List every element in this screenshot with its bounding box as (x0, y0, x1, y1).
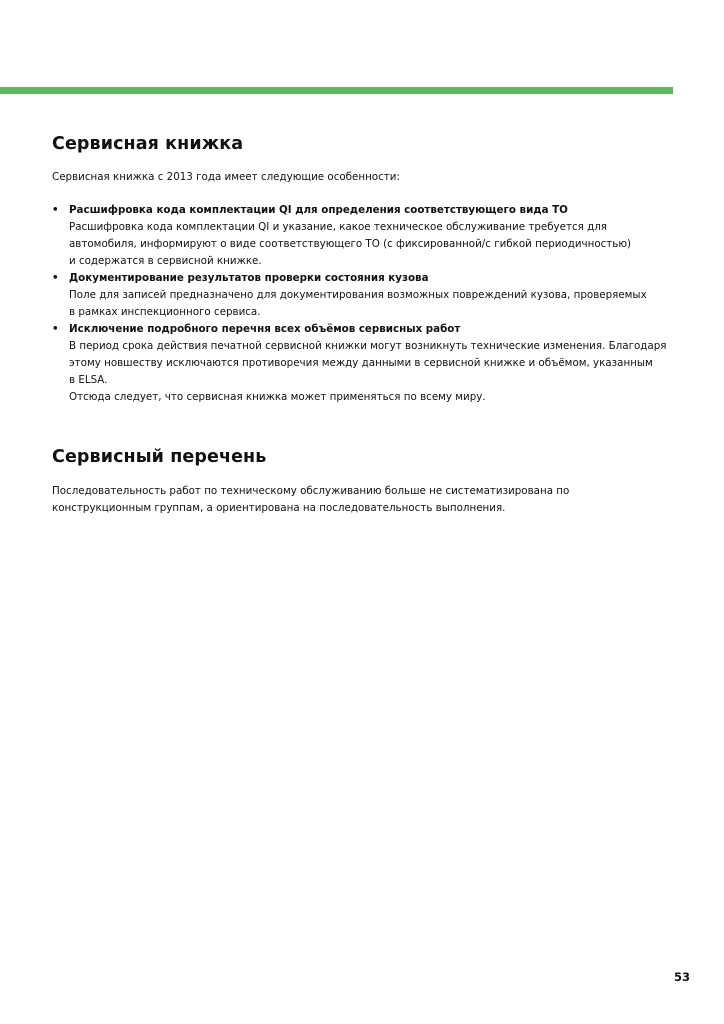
bullet-marker: • (52, 204, 59, 216)
list-item (52, 321, 667, 406)
bullet-marker: • (52, 272, 59, 284)
features-list (52, 202, 667, 406)
bullet-text-line: Расшифровка кода комплектации QI и указание, какое техническое обслуживание требуется для (69, 221, 607, 233)
service-list-line: конструкционным группам, а ориентирована на последовательность выполнения. (52, 502, 506, 514)
bullet-title: Исключение подробного перечня всех объёмов сервисных работ (69, 323, 461, 335)
bullet-title: Документирование результатов проверки состояния кузова (69, 272, 429, 284)
bullet-text-line: в ELSA. (69, 374, 108, 386)
section-heading-service-book: Сервисная книжка (52, 134, 244, 154)
bullet-text-line: в рамках инспекционного сервиса. (69, 306, 261, 318)
service-book-intro: Сервисная книжка с 2013 года имеет следующие особенности: (52, 171, 400, 183)
service-list-line: Последовательность работ по техническому обслуживанию больше не систематизирована по (52, 485, 570, 497)
bullet-text-line: и содержатся в сервисной книжке. (69, 255, 262, 267)
bullet-title: Расшифровка кода комплектации QI для определения соответствующего вида ТО (69, 204, 568, 216)
top-accent-rule (0, 87, 673, 94)
list-item (52, 202, 662, 270)
bullet-text-line: этому новшеству исключаются противоречия между данными в сервисной книжке и объёмом, указанным (69, 357, 653, 369)
page-number: 53 (673, 970, 690, 984)
bullet-text-line: автомобиля, информируют о виде соответствующего ТО (с фиксированной/с гибкой периодичностью) (69, 238, 632, 250)
bullet-marker: • (52, 323, 59, 335)
bullet-text-line: Поле для записей предназначено для документирования возможных повреждений кузова, проверяемых (69, 289, 647, 301)
list-item (52, 270, 662, 321)
bullet-text-line: В период срока действия печатной сервисной книжки могут возникнуть технические изменения. Благодаря (69, 340, 667, 352)
bullet-text-line: Отсюда следует, что сервисная книжка может применяться по всему миру. (69, 391, 486, 403)
section-heading-service-list: Сервисный перечень (52, 447, 267, 467)
